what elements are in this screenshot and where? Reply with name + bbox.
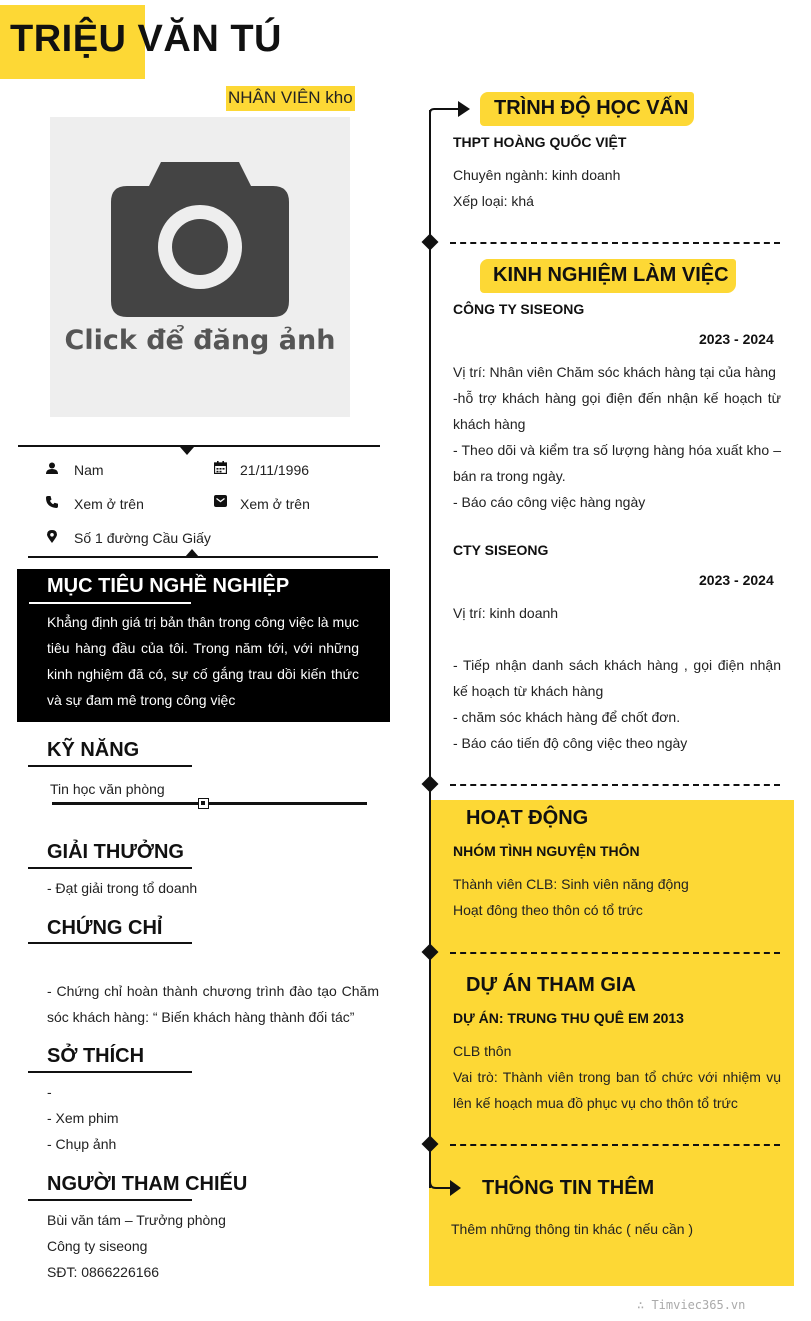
hobby-item[interactable]: - bbox=[47, 1084, 52, 1100]
projects-heading: DỰ ÁN THAM GIA bbox=[466, 974, 636, 996]
photo-caption: Click để đăng ảnh bbox=[64, 325, 336, 356]
section-divider bbox=[450, 952, 780, 954]
references-heading: NGƯỜI THAM CHIẾU bbox=[47, 1173, 248, 1195]
arrow-right-icon bbox=[429, 1150, 463, 1200]
certificate-text[interactable]: - Chứng chỉ hoàn thành chương trình đào tạo Chăm sóc khách hàng: “ Biến khách hàng thành đối tác” bbox=[47, 983, 379, 1025]
timeline-node bbox=[422, 234, 439, 251]
timeline-node bbox=[422, 776, 439, 793]
phone-text[interactable]: Xem ở trên bbox=[74, 496, 144, 512]
objective-section bbox=[17, 569, 390, 722]
section-divider bbox=[450, 784, 780, 786]
additional-heading: THÔNG TIN THÊM bbox=[482, 1177, 655, 1199]
job-period[interactable]: 2023 - 2024 bbox=[699, 331, 774, 347]
job-line[interactable]: - chăm sóc khách hàng để chốt đơn. bbox=[453, 709, 681, 725]
section-divider bbox=[450, 242, 780, 244]
info-top-arrow bbox=[180, 447, 194, 455]
skill-level-handle[interactable] bbox=[198, 798, 209, 809]
project-line[interactable]: Vai trò: Thành viên trong ban tổ chức với nhiệm vụ lên kế hoạch mua đồ phục vụ cho thôn tổ trức bbox=[453, 1069, 781, 1111]
education-heading: TRÌNH ĐỘ HỌC VẤN bbox=[494, 97, 689, 119]
awards-heading-rule bbox=[28, 867, 192, 869]
certificates-heading: CHỨNG CHỈ bbox=[47, 917, 163, 939]
job-line[interactable]: - Theo dõi và kiểm tra số lượng hàng hóa xuất kho – bán ra trong ngày. bbox=[453, 442, 781, 484]
birthday-text[interactable]: 21/11/1996 bbox=[240, 462, 310, 478]
activity-org[interactable]: NHÓM TÌNH NGUYỆN THÔN bbox=[453, 843, 640, 859]
info-bottom-rule bbox=[28, 556, 378, 558]
gender-text[interactable]: Nam bbox=[74, 462, 104, 478]
reference-line[interactable]: Công ty siseong bbox=[47, 1238, 148, 1254]
project-name[interactable]: DỰ ÁN: TRUNG THU QUÊ EM 2013 bbox=[453, 1010, 684, 1026]
experience-heading: KINH NGHIỆM LÀM VIỆC bbox=[493, 264, 729, 286]
user-icon bbox=[45, 462, 59, 477]
hobbies-heading-rule bbox=[28, 1071, 192, 1073]
award-item[interactable]: - Đạt giải trong tổ doanh bbox=[47, 880, 198, 896]
job-title[interactable]: NHÂN VIÊN kho bbox=[226, 86, 355, 111]
timeline-line bbox=[429, 110, 431, 1188]
hobbies-heading: SỞ THÍCH bbox=[47, 1045, 145, 1067]
email-icon bbox=[213, 495, 227, 510]
photo-upload[interactable] bbox=[50, 117, 350, 417]
objective-text[interactable]: Khẳng định giá trị bản thân trong công việc là mục tiêu hàng đầu của tôi. Trong năm tới, với những kinh nghiệm đã có, sự cố gắng trau dồi kiến thức và sự đam mê trong công việc bbox=[47, 614, 359, 708]
watermark: ∴ Timviec365.vn bbox=[637, 1298, 746, 1312]
info-top-rule bbox=[18, 445, 380, 447]
additional-text[interactable]: Thêm những thông tin khác ( nếu cần ) bbox=[451, 1221, 694, 1237]
education-line[interactable]: Chuyên ngành: kinh doanh bbox=[453, 167, 621, 183]
job-company[interactable]: CÔNG TY SISEONG bbox=[453, 301, 585, 317]
camera-icon bbox=[111, 162, 289, 317]
address-text[interactable]: Số 1 đường Cầu Giấy bbox=[74, 530, 211, 546]
job-period[interactable]: 2023 - 2024 bbox=[699, 572, 774, 588]
education-school[interactable]: THPT HOÀNG QUỐC VIỆT bbox=[453, 134, 627, 150]
calendar-icon bbox=[213, 461, 227, 477]
project-line[interactable]: CLB thôn bbox=[453, 1043, 512, 1059]
job-line[interactable]: - Báo cáo tiến độ công việc theo ngày bbox=[453, 735, 688, 751]
activity-line[interactable]: Thành viên CLB: Sinh viên năng động bbox=[453, 876, 689, 892]
job-line[interactable]: Vị trí: kinh doanh bbox=[453, 605, 559, 621]
job-line[interactable]: - Báo cáo công việc hàng ngày bbox=[453, 494, 646, 510]
arrow-right-icon bbox=[429, 99, 471, 121]
awards-heading: GIẢI THƯỞNG bbox=[47, 841, 184, 863]
phone-icon bbox=[45, 496, 59, 511]
objective-heading: MỤC TIÊU NGHỀ NGHIỆP bbox=[47, 575, 290, 597]
skills-heading-rule bbox=[28, 765, 192, 767]
objective-heading-rule bbox=[29, 602, 191, 604]
email-text[interactable]: Xem ở trên bbox=[240, 496, 310, 512]
map-marker-icon bbox=[45, 530, 59, 546]
activities-heading: HOẠT ĐỘNG bbox=[466, 807, 589, 829]
skill-name[interactable]: Tin học văn phòng bbox=[50, 781, 165, 797]
hobby-item[interactable]: - Xem phim bbox=[47, 1110, 119, 1126]
certificates-heading-rule bbox=[28, 942, 192, 944]
job-line[interactable]: Vị trí: Nhân viên Chăm sóc khách hàng tại của hàng bbox=[453, 364, 776, 380]
skills-heading: KỸ NĂNG bbox=[47, 739, 140, 761]
job-company[interactable]: CTY SISEONG bbox=[453, 542, 549, 558]
job-line[interactable]: -hỗ trợ khách hàng gọi điện đến nhận kế hoạch từ khách hàng bbox=[453, 390, 781, 432]
activity-line[interactable]: Hoạt đông theo thôn có tổ trức bbox=[453, 902, 643, 918]
reference-line[interactable]: Bùi văn tám – Trưởng phòng bbox=[47, 1212, 226, 1228]
hobby-item[interactable]: - Chụp ảnh bbox=[47, 1136, 117, 1152]
references-heading-rule bbox=[28, 1199, 192, 1201]
section-divider bbox=[450, 1144, 780, 1146]
job-line[interactable]: - Tiếp nhận danh sách khách hàng , gọi điện nhận kế hoạch từ khách hàng bbox=[453, 657, 781, 699]
skill-bar-track bbox=[52, 802, 367, 805]
education-line[interactable]: Xếp loại: khá bbox=[453, 193, 534, 209]
reference-line[interactable]: SĐT: 0866226166 bbox=[47, 1264, 160, 1280]
candidate-name[interactable]: TRIỆU VĂN TÚ bbox=[10, 18, 282, 60]
